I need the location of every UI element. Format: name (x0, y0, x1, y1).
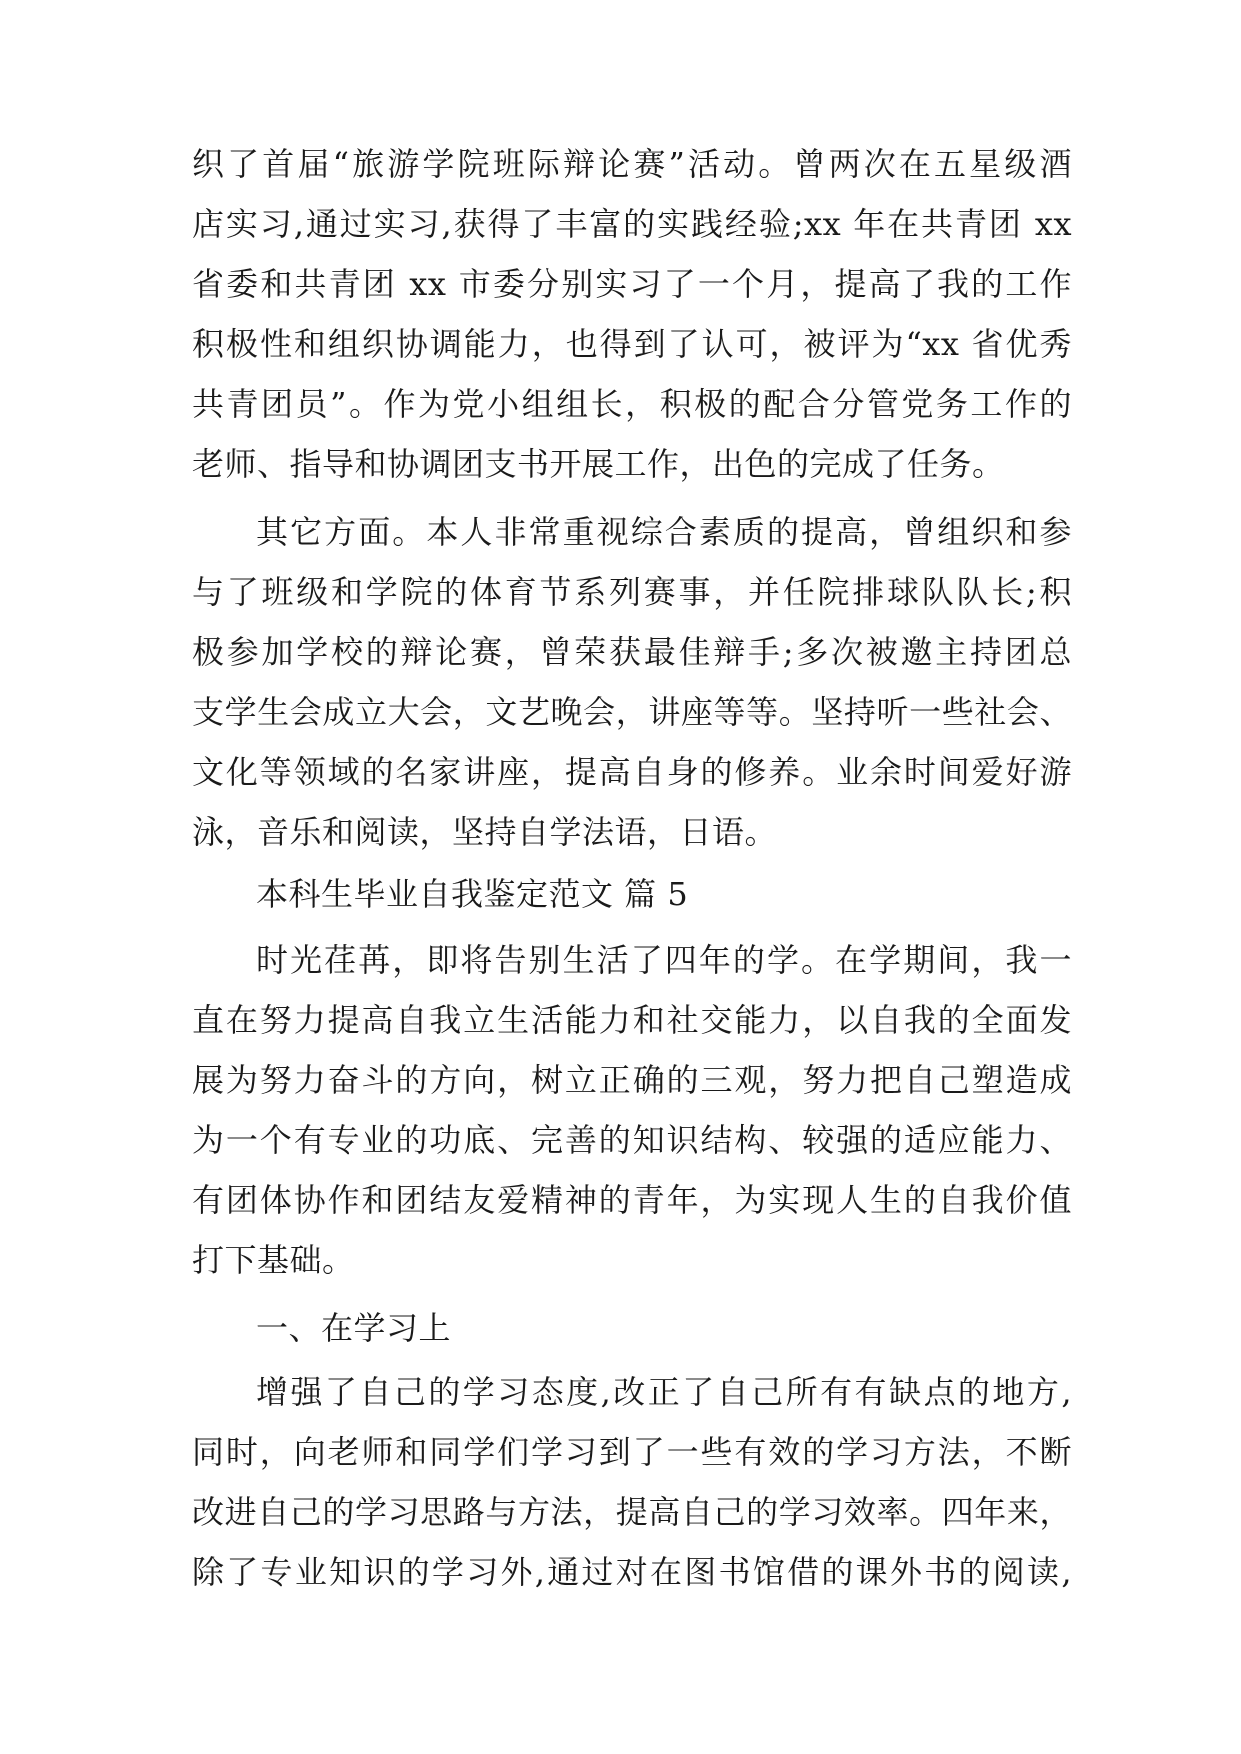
section-heading: 一、在学习上 (256, 1309, 452, 1347)
paragraph-line: 店实习,通过实习,获得了丰富的实践经验;xx 年在共青团 xx (192, 205, 1072, 243)
paragraph-line: 老师、指导和协调团支书开展工作，出色的完成了任务。 (192, 445, 1005, 483)
paragraph-line: 除了专业知识的学习外,通过对在图书馆借的课外书的阅读, (192, 1553, 1072, 1591)
paragraph-line: 时光荏苒，即将告别生活了四年的学。在学期间，我一 (256, 941, 1072, 979)
section-heading: 本科生毕业自我鉴定范文 篇 5 (256, 875, 689, 913)
paragraph-line: 改进自己的学习思路与方法，提高自己的学习效率。四年来， (192, 1493, 1072, 1531)
paragraph-line: 直在努力提高自我立生活能力和社交能力，以自我的全面发 (192, 1001, 1072, 1039)
paragraph-line: 同时，向老师和同学们学习到了一些有效的学习方法，不断 (192, 1433, 1072, 1471)
paragraph-line: 泳，音乐和阅读，坚持自学法语，日语。 (192, 813, 778, 851)
paragraph-line: 共青团员”。作为党小组组长，积极的配合分管党务工作的 (192, 385, 1072, 423)
paragraph-line: 打下基础。 (192, 1241, 355, 1279)
paragraph-line: 有团体协作和团结友爱精神的青年，为实现人生的自我价值 (192, 1181, 1072, 1219)
paragraph-line: 其它方面。本人非常重视综合素质的提高，曾组织和参 (256, 513, 1072, 551)
paragraph-line: 极参加学校的辩论赛，曾荣获最佳辩手;多次被邀主持团总 (192, 633, 1072, 671)
paragraph-line: 展为努力奋斗的方向，树立正确的三观，努力把自己塑造成 (192, 1061, 1072, 1099)
paragraph-line: 积极性和组织协调能力，也得到了认可，被评为“xx 省优秀 (192, 325, 1072, 363)
paragraph-line: 织了首届“旅游学院班际辩论赛”活动。曾两次在五星级酒 (192, 145, 1072, 183)
paragraph-line: 省委和共青团 xx 市委分别实习了一个月，提高了我的工作 (192, 265, 1072, 303)
paragraph-line: 增强了自己的学习态度,改正了自己所有有缺点的地方, (256, 1373, 1072, 1411)
paragraph-line: 文化等领域的名家讲座，提高自身的修养。业余时间爱好游 (192, 753, 1072, 791)
paragraph-line: 与了班级和学院的体育节系列赛事，并任院排球队队长;积 (192, 573, 1072, 611)
paragraph-line: 支学生会成立大会，文艺晚会，讲座等等。坚持听一些社会、 (192, 693, 1072, 731)
paragraph-line: 为一个有专业的功底、完善的知识结构、较强的适应能力、 (192, 1121, 1072, 1159)
